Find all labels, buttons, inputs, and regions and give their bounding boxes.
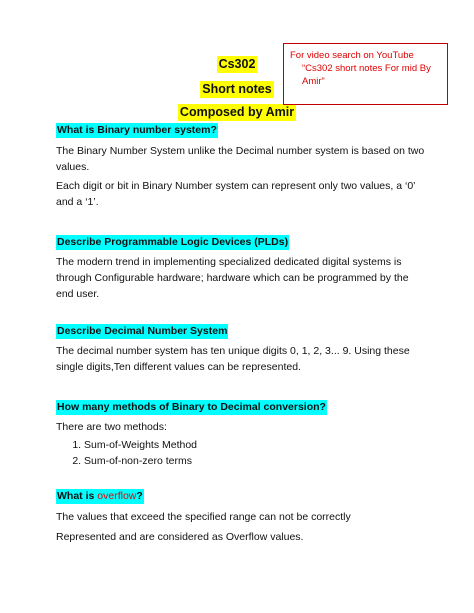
youtube-callout-box [283,43,448,105]
heading-binary-number-system: What is Binary number system? [57,124,217,136]
author-row [0,103,474,121]
course-title: Cs302 [218,57,256,71]
heading-overflow-prefix: What is [57,490,98,502]
paragraph-overflow-1: The values that exceed the specified range can not be correctly [56,511,351,523]
heading-overflow-suffix: ? [136,490,143,502]
list-item: 1. Sum-of-Weights Method [84,437,197,453]
list-item: 2. Sum-of-non-zero terms [84,453,197,469]
author-line: Composed by Amir [179,105,295,119]
paragraph-overflow-2: Represented and are considered as Overflow values. [56,531,304,543]
paragraph-two-methods: There are two methods: [56,421,167,433]
heading-binary-to-decimal: How many methods of Binary to Decimal conversion? [57,401,326,413]
methods-list [56,437,197,469]
heading-decimal-number-system: Describe Decimal Number System [57,325,228,337]
heading-overflow-highlight: overflow [97,490,137,502]
paragraph-binary-1: The Binary Number System unlike the Decimal number system is based on two values. [56,145,425,173]
heading-plds: Describe Programmable Logic Devices (PLDs) [57,236,289,248]
paragraph-binary-2: Each digit or bit in Binary Number system can represent only two values, a ‘0’ and a ‘1’. [56,180,416,208]
heading-overflow [56,489,144,504]
paragraph-decimal: The decimal number system has ten unique digits 0, 1, 2, 3... 9. Using these single digits,Ten different values can be represented. [56,345,410,373]
subtitle: Short notes [202,82,272,96]
paragraph-plds: The modern trend in implementing specialized dedicated digital systems is through Configurable hardware; hardware which can be programmed by the end user. [56,256,409,300]
callout-line-2: “Cs302 short notes For mid By Amir” [302,63,431,87]
callout-line-1: For video search on YouTube [290,50,414,61]
